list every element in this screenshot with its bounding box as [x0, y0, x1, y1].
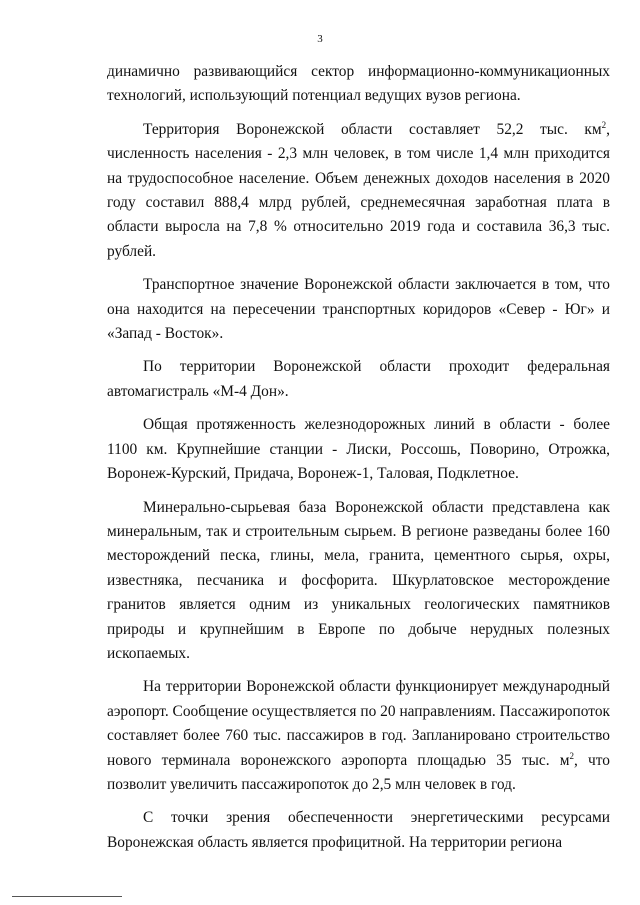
paragraph-8: С точки зрения обеспеченности энергетическими ресурсами Воронежская область является профицитной. На территории региона — [107, 809, 610, 851]
superscript: 2 — [601, 119, 607, 130]
superscript: 2 — [569, 750, 574, 761]
document-body — [107, 60, 610, 864]
paragraph-7-part-1: На территории Воронежской области функционирует международный аэропорт. Сообщение осуществляется по 20 направлениям. Пассажиропоток составляет более 760 тыс. пассажиров в год. Запланировано строительство нового терминала воронежского аэропорта площадью 35 тыс. м — [107, 678, 610, 769]
paragraph-7 — [107, 675, 610, 797]
paragraph-1: динамично развивающийся сектор информационно-коммуникационных технологий, использующий потенциал ведущих вузов региона. — [107, 63, 610, 105]
footer-divider — [12, 896, 122, 897]
paragraph-4: По территории Воронежской области проходит федеральная автомагистраль «М-4 Дон». — [107, 358, 610, 400]
paragraph-5: Общая протяженность железнодорожных линий в области - более 1100 км. Крупнейшие станции - Лиски, Россошь, Поворино, Отрожка, Воронеж-Курский, Придача, Воронеж-1, Таловая, Подклетное. — [107, 416, 610, 483]
paragraph-2 — [107, 118, 610, 264]
paragraph-6: Минерально-сырьевая база Воронежской области представлена как минеральным, так и строительным сырьем. В регионе разведаны более 160 месторождений песка, глины, мела, гранита, цементного сырья, охры, известняка, песчаника и фосфорита. Шкурлатовское месторождение гранитов является одним из уникальных геологических памятников природы и крупнейшим в Европе по добыче нерудных полезных ископаемых. — [107, 498, 610, 662]
page-number: 3 — [317, 33, 323, 45]
paragraph-3: Транспортное значение Воронежской области заключается в том, что она находится на пересечении транспортных коридоров «Север - Юг» и «Запад - Восток». — [107, 276, 610, 343]
paragraph-7-part-2: , что позволит увеличить пассажиропоток до 2,5 млн человек в год. — [107, 751, 610, 793]
paragraph-2-part-2: , численность населения - 2,3 млн человек, в том числе 1,4 млн приходится на трудоспособное население. Объем денежных доходов населения в 2020 году составил 888,4 млрд рублей, среднемесячная заработная плата в области выросла на 7,8 % относительно 2019 года и составила 36,3 тыс. рублей. — [107, 120, 610, 260]
paragraph-2-part-1: Территория Воронежской области составляет 52,2 тыс. км — [143, 120, 602, 138]
